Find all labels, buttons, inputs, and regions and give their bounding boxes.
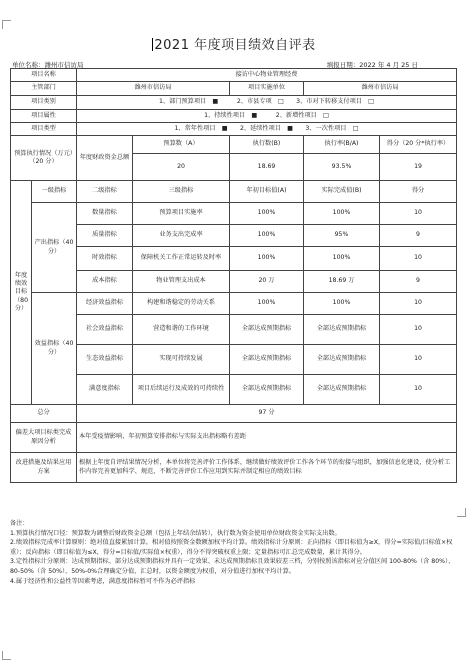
value-project-name: 接访中心物业管理经费 (77, 69, 457, 82)
cell-actual: 95% (304, 225, 380, 247)
title-text: 2021 年度项目绩效自评表 (154, 38, 316, 53)
value-type: 1、常年性项目 ■ 2、延续性项目 ■ 3、一次性项目 □ (77, 123, 457, 136)
budget-value-rate: 93.5% (304, 154, 380, 181)
value-attribute: 1、持续性项目 ■ 2、新增性项目 □ (77, 110, 457, 123)
page-corner-mark (2, 651, 11, 660)
budget-value-b: 18.69 (230, 154, 304, 181)
value-measures: 根据上年度自评结果情况分析，本单位将完善评价工作体系，继续做好绩效评价工作各个环节的衔接与组织，加强信息化建设，使分析工作内容完善更加科学、规范，不断完善评价工作应用到实际并制定相应的绩效目标 (77, 453, 457, 483)
cell-level2: 成本指标 (77, 271, 133, 293)
table-row (11, 345, 457, 375)
page-corner-mark (457, 508, 466, 517)
label-budget: 预算执行情况（万元）（20 分） (11, 136, 77, 181)
budget-col-rate: 执行率(B/A) (304, 136, 380, 154)
table-row (11, 375, 457, 405)
cell-level3: 营造和谐的工作环境 (133, 315, 230, 345)
row-project-name (11, 69, 457, 82)
header-score: 得分 (380, 181, 457, 203)
cell-level3: 实现可持续发展 (133, 345, 230, 375)
cell-score: 10 (380, 345, 457, 375)
label-budget-total: 年度财政资金总额 (77, 136, 133, 181)
label-deviation: 偏差大项目标类完成原因分析 (11, 423, 77, 453)
cell-target: 100% (230, 225, 304, 247)
cell-actual: 全部达成预期指标 (304, 375, 380, 405)
cell-level2: 社会效益指标 (77, 315, 133, 345)
label-type: 项目类型 (11, 123, 77, 136)
cell-level3: 预算项目实施率 (133, 203, 230, 225)
notes-section (10, 519, 456, 586)
header-level1: 一级指标 (32, 181, 77, 203)
label-dept: 主管部门 (11, 82, 77, 96)
value-category: 1、部门预算项目 ■ 2、市县专项 □ 3、市对下转移支付项目 □ (77, 96, 457, 110)
header-actual-b: 实际完成值(B) (304, 181, 380, 203)
cell-level2: 满意度指标 (77, 375, 133, 405)
notes-heading: 备注： (10, 520, 29, 527)
row-budget-header (11, 136, 457, 154)
budget-value-a: 20 (133, 154, 230, 181)
header-level2: 二级指标 (77, 181, 133, 203)
header-level3: 三级指标 (133, 181, 230, 203)
label-project-name: 项目名称 (11, 69, 77, 82)
cell-target: 全部达成预期指标 (230, 315, 304, 345)
note-item: 3.定性指标计分原则：达成预期指标、部分达成预期指标并具有一定效果、未达成预期指标且效果较差三档，分别按照该指标对应分值区间 100-80%（含 80%）、80-50%（含 50%）、50%-0%合理确定分值，汇总时，以资金额度为权重，对分值进行加权平均计算。 (10, 558, 455, 576)
note-item: 4.属于经济性和公益性等因素考虑，满意度指标暂可不作为必评指标 (10, 577, 196, 585)
label-attribute: 项目属性 (11, 110, 77, 123)
table-row (11, 315, 457, 345)
cell-level2: 经济效益指标 (77, 293, 133, 315)
label-total: 总分 (11, 405, 77, 423)
budget-value-score: 19 (380, 154, 457, 181)
cell-target: 100% (230, 293, 304, 315)
cell-level3: 物业管理支出成本 (133, 271, 230, 293)
budget-col-score: 得分（20 分*执行率） (380, 136, 457, 154)
value-impl-unit: 潍州市信访局 (304, 82, 457, 96)
cell-target: 20 万 (230, 271, 304, 293)
cell-actual: 全部达成预期指标 (304, 315, 380, 345)
cell-level2: 生态效益指标 (77, 345, 133, 375)
table-row (11, 293, 457, 315)
row-type (11, 123, 457, 136)
cell-target: 全部达成预期指标 (230, 375, 304, 405)
cell-level3: 业务支出完成率 (133, 225, 230, 247)
cell-actual: 18.69 万 (304, 271, 380, 293)
row-category (11, 96, 457, 110)
cell-score: 9 (380, 225, 457, 247)
cell-actual: 100% (304, 247, 380, 271)
budget-col-b: 执行数(B) (230, 136, 304, 154)
note-item: 1.预算执行情况口径：预算数为调整后财政资金总额（包括上年结余结转），执行数为资金使用单位财政资金实际支出数。 (10, 529, 341, 537)
row-attribute (11, 110, 457, 123)
header-target-a: 年初目标值(A) (230, 181, 304, 203)
unit-name: 单位名称：潍州市信访局 (12, 61, 84, 69)
cell-target: 100% (230, 247, 304, 271)
value-deviation: 本年受疫情影响，年初预算安排指标与实际支出指标略有差距 (77, 423, 457, 453)
cell-score: 9 (380, 271, 457, 293)
value-dept: 潍州市信访局 (77, 82, 230, 96)
table-row (11, 247, 457, 271)
cell-score: 10 (380, 203, 457, 225)
cell-score: 10 (380, 315, 457, 345)
value-total: 97 分 (77, 405, 457, 423)
table-row (11, 225, 457, 247)
cell-level2: 数量指标 (77, 203, 133, 225)
cell-target: 全部达成预期指标 (230, 345, 304, 375)
label-measures: 改进措施及结果应用方案 (11, 453, 77, 483)
document-title[interactable] (0, 34, 468, 53)
label-impl-unit: 项目实施单位 (230, 82, 304, 96)
cell-level2: 质量指标 (77, 225, 133, 247)
cell-level3: 构建和谐稳定的劳动关系 (133, 293, 230, 315)
cell-score: 10 (380, 375, 457, 405)
cell-level2: 时效指标 (77, 247, 133, 271)
label-effect-indicators: 效益指标（40 分） (32, 293, 77, 405)
fill-date: 填报日期：2022 年 4 月 25 日 (326, 61, 418, 69)
row-deviation (11, 423, 457, 453)
table-row (11, 203, 457, 225)
note-item: 2.绩效指标完成率计算原则：绝对值直接累加计算，相对值按照资金数额加权平均计算。绩效指标计分原则：正向指标（即目标值为≥X，得分=实际值/目标值×权重）；反向指标（即目标值为≤X，得分=目标值/实际值×权重），得分不得突破权重上限；定量指标可汇总完成数量，累计其得分。 (10, 539, 453, 556)
cell-actual: 全部达成预期指标 (304, 345, 380, 375)
performance-table (10, 68, 457, 483)
cell-level3: 项目后续运行及成效的可持续性 (133, 375, 230, 405)
cell-actual: 100% (304, 293, 380, 315)
row-total (11, 405, 457, 423)
cell-score: 10 (380, 293, 457, 315)
cell-score: 10 (380, 247, 457, 271)
table-row (11, 271, 457, 293)
label-category: 项目类别 (11, 96, 77, 110)
row-measures (11, 453, 457, 483)
cell-level3: 保障机关工作正常运转及时率 (133, 247, 230, 271)
label-annual-target: 年度绩效目标（80 分） (11, 181, 32, 405)
cell-target: 100% (230, 203, 304, 225)
page-corner-mark (2, 20, 11, 29)
cell-actual: 100% (304, 203, 380, 225)
label-output-indicators: 产出指标（40 分） (32, 203, 77, 293)
budget-col-a: 预算数（A） (133, 136, 230, 154)
row-perf-header (11, 181, 457, 203)
row-dept (11, 82, 457, 96)
